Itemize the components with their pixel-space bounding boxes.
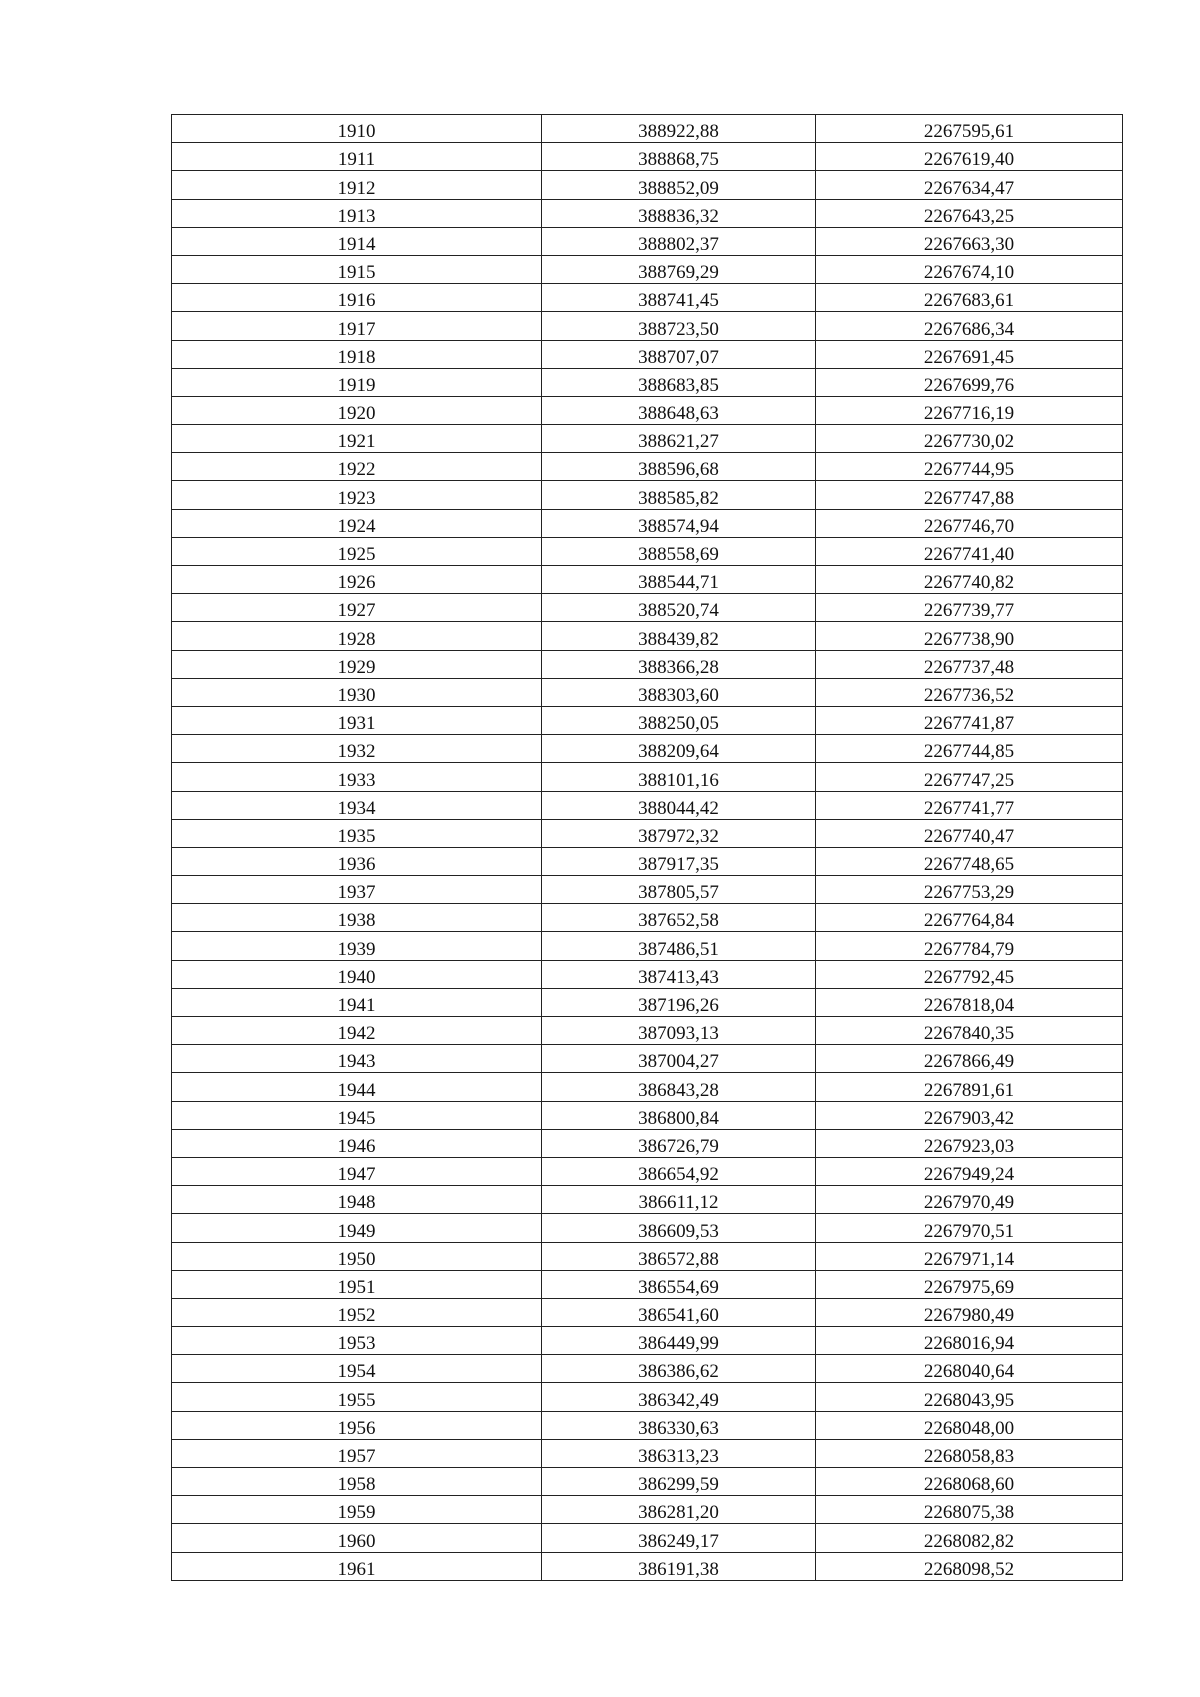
y-coordinate-cell: 2268098,52: [816, 1552, 1123, 1580]
y-coordinate-cell: 2267970,51: [816, 1214, 1123, 1242]
x-coordinate-cell: 388723,50: [542, 312, 816, 340]
point-number-cell: 1953: [172, 1327, 542, 1355]
x-coordinate-cell: 387196,26: [542, 988, 816, 1016]
point-number-cell: 1941: [172, 988, 542, 1016]
x-coordinate-cell: 388439,82: [542, 622, 816, 650]
y-coordinate-cell: 2268068,60: [816, 1468, 1123, 1496]
y-coordinate-cell: 2268075,38: [816, 1496, 1123, 1524]
table-row: [172, 1045, 1123, 1073]
point-number-cell: 1915: [172, 255, 542, 283]
point-number-cell: 1929: [172, 650, 542, 678]
y-coordinate-cell: 2267663,30: [816, 227, 1123, 255]
point-number-cell: 1940: [172, 960, 542, 988]
table-row: [172, 396, 1123, 424]
x-coordinate-cell: 386554,69: [542, 1270, 816, 1298]
point-number-cell: 1943: [172, 1045, 542, 1073]
point-number-cell: 1937: [172, 876, 542, 904]
x-coordinate-cell: 386800,84: [542, 1101, 816, 1129]
y-coordinate-cell: 2267619,40: [816, 143, 1123, 171]
point-number-cell: 1942: [172, 1017, 542, 1045]
y-coordinate-cell: 2267744,95: [816, 453, 1123, 481]
x-coordinate-cell: 388250,05: [542, 706, 816, 734]
y-coordinate-cell: 2268048,00: [816, 1411, 1123, 1439]
x-coordinate-cell: 386843,28: [542, 1073, 816, 1101]
point-number-cell: 1934: [172, 791, 542, 819]
table-row: [172, 284, 1123, 312]
table-row: [172, 453, 1123, 481]
y-coordinate-cell: 2267691,45: [816, 340, 1123, 368]
point-number-cell: 1945: [172, 1101, 542, 1129]
y-coordinate-cell: 2267744,85: [816, 735, 1123, 763]
point-number-cell: 1923: [172, 481, 542, 509]
point-number-cell: 1916: [172, 284, 542, 312]
y-coordinate-cell: 2267716,19: [816, 396, 1123, 424]
table-row: [172, 706, 1123, 734]
table-row: [172, 1101, 1123, 1129]
x-coordinate-cell: 386609,53: [542, 1214, 816, 1242]
y-coordinate-cell: 2267764,84: [816, 904, 1123, 932]
y-coordinate-cell: 2267634,47: [816, 171, 1123, 199]
table-row: [172, 340, 1123, 368]
y-coordinate-cell: 2267643,25: [816, 199, 1123, 227]
y-coordinate-cell: 2267891,61: [816, 1073, 1123, 1101]
point-number-cell: 1921: [172, 425, 542, 453]
y-coordinate-cell: 2267686,34: [816, 312, 1123, 340]
y-coordinate-cell: 2267980,49: [816, 1298, 1123, 1326]
y-coordinate-cell: 2268082,82: [816, 1524, 1123, 1552]
x-coordinate-cell: 388868,75: [542, 143, 816, 171]
table-row: [172, 1496, 1123, 1524]
x-coordinate-cell: 388741,45: [542, 284, 816, 312]
table-row: [172, 312, 1123, 340]
point-number-cell: 1933: [172, 763, 542, 791]
table-row: [172, 819, 1123, 847]
x-coordinate-cell: 388303,60: [542, 678, 816, 706]
y-coordinate-cell: 2267736,52: [816, 678, 1123, 706]
point-number-cell: 1944: [172, 1073, 542, 1101]
table-row: [172, 1157, 1123, 1185]
point-number-cell: 1958: [172, 1468, 542, 1496]
x-coordinate-cell: 387805,57: [542, 876, 816, 904]
table-row: [172, 1552, 1123, 1580]
x-coordinate-cell: 386572,88: [542, 1242, 816, 1270]
point-number-cell: 1946: [172, 1129, 542, 1157]
table-row: [172, 509, 1123, 537]
y-coordinate-cell: 2267903,42: [816, 1101, 1123, 1129]
y-coordinate-cell: 2268016,94: [816, 1327, 1123, 1355]
point-number-cell: 1961: [172, 1552, 542, 1580]
table-row: [172, 199, 1123, 227]
y-coordinate-cell: 2267748,65: [816, 847, 1123, 875]
y-coordinate-cell: 2267699,76: [816, 368, 1123, 396]
point-number-cell: 1912: [172, 171, 542, 199]
y-coordinate-cell: 2267730,02: [816, 425, 1123, 453]
table-row: [172, 1468, 1123, 1496]
x-coordinate-cell: 388922,88: [542, 115, 816, 143]
point-number-cell: 1949: [172, 1214, 542, 1242]
table-row: [172, 1242, 1123, 1270]
point-number-cell: 1924: [172, 509, 542, 537]
point-number-cell: 1952: [172, 1298, 542, 1326]
point-number-cell: 1954: [172, 1355, 542, 1383]
x-coordinate-cell: 388209,64: [542, 735, 816, 763]
x-coordinate-cell: 387093,13: [542, 1017, 816, 1045]
point-number-cell: 1947: [172, 1157, 542, 1185]
point-number-cell: 1925: [172, 537, 542, 565]
table-row: [172, 622, 1123, 650]
table-row: [172, 1524, 1123, 1552]
table-row: [172, 1439, 1123, 1467]
x-coordinate-cell: 387652,58: [542, 904, 816, 932]
y-coordinate-cell: 2267866,49: [816, 1045, 1123, 1073]
y-coordinate-cell: 2267741,40: [816, 537, 1123, 565]
table-row: [172, 1186, 1123, 1214]
y-coordinate-cell: 2267747,88: [816, 481, 1123, 509]
x-coordinate-cell: 386726,79: [542, 1129, 816, 1157]
table-row: [172, 1017, 1123, 1045]
x-coordinate-cell: 388769,29: [542, 255, 816, 283]
point-number-cell: 1938: [172, 904, 542, 932]
x-coordinate-cell: 387972,32: [542, 819, 816, 847]
table-row: [172, 368, 1123, 396]
x-coordinate-cell: 388101,16: [542, 763, 816, 791]
table-row: [172, 1355, 1123, 1383]
table-row: [172, 115, 1123, 143]
x-coordinate-cell: 388707,07: [542, 340, 816, 368]
y-coordinate-cell: 2267741,77: [816, 791, 1123, 819]
y-coordinate-cell: 2267792,45: [816, 960, 1123, 988]
point-number-cell: 1956: [172, 1411, 542, 1439]
point-number-cell: 1959: [172, 1496, 542, 1524]
point-number-cell: 1957: [172, 1439, 542, 1467]
y-coordinate-cell: 2267784,79: [816, 932, 1123, 960]
table-row: [172, 1411, 1123, 1439]
y-coordinate-cell: 2267975,69: [816, 1270, 1123, 1298]
point-number-cell: 1948: [172, 1186, 542, 1214]
table-row: [172, 763, 1123, 791]
x-coordinate-cell: 386299,59: [542, 1468, 816, 1496]
point-number-cell: 1930: [172, 678, 542, 706]
point-number-cell: 1926: [172, 566, 542, 594]
x-coordinate-cell: 387917,35: [542, 847, 816, 875]
table-row: [172, 791, 1123, 819]
x-coordinate-cell: 386191,38: [542, 1552, 816, 1580]
table-row: [172, 988, 1123, 1016]
y-coordinate-cell: 2267595,61: [816, 115, 1123, 143]
point-number-cell: 1960: [172, 1524, 542, 1552]
y-coordinate-cell: 2268040,64: [816, 1355, 1123, 1383]
point-number-cell: 1913: [172, 199, 542, 227]
table-row: [172, 425, 1123, 453]
table-row: [172, 904, 1123, 932]
x-coordinate-cell: 388621,27: [542, 425, 816, 453]
point-number-cell: 1936: [172, 847, 542, 875]
table-row: [172, 594, 1123, 622]
point-number-cell: 1911: [172, 143, 542, 171]
x-coordinate-cell: 386281,20: [542, 1496, 816, 1524]
table-row: [172, 960, 1123, 988]
y-coordinate-cell: 2267739,77: [816, 594, 1123, 622]
table-row: [172, 1383, 1123, 1411]
point-number-cell: 1922: [172, 453, 542, 481]
x-coordinate-cell: 388802,37: [542, 227, 816, 255]
x-coordinate-cell: 388596,68: [542, 453, 816, 481]
table-row: [172, 678, 1123, 706]
y-coordinate-cell: 2267674,10: [816, 255, 1123, 283]
table-row: [172, 255, 1123, 283]
y-coordinate-cell: 2267747,25: [816, 763, 1123, 791]
point-number-cell: 1910: [172, 115, 542, 143]
y-coordinate-cell: 2267753,29: [816, 876, 1123, 904]
y-coordinate-cell: 2268058,83: [816, 1439, 1123, 1467]
coordinates-table-body: [172, 115, 1123, 1581]
point-number-cell: 1927: [172, 594, 542, 622]
y-coordinate-cell: 2267683,61: [816, 284, 1123, 312]
x-coordinate-cell: 386541,60: [542, 1298, 816, 1326]
table-row: [172, 847, 1123, 875]
table-row: [172, 1214, 1123, 1242]
x-coordinate-cell: 386249,17: [542, 1524, 816, 1552]
x-coordinate-cell: 386449,99: [542, 1327, 816, 1355]
point-number-cell: 1939: [172, 932, 542, 960]
table-row: [172, 1298, 1123, 1326]
coordinates-table: [171, 114, 1123, 1581]
table-row: [172, 143, 1123, 171]
y-coordinate-cell: 2267970,49: [816, 1186, 1123, 1214]
y-coordinate-cell: 2267923,03: [816, 1129, 1123, 1157]
x-coordinate-cell: 388836,32: [542, 199, 816, 227]
table-row: [172, 1270, 1123, 1298]
table-row: [172, 1129, 1123, 1157]
point-number-cell: 1919: [172, 368, 542, 396]
y-coordinate-cell: 2267949,24: [816, 1157, 1123, 1185]
y-coordinate-cell: 2267740,47: [816, 819, 1123, 847]
y-coordinate-cell: 2267971,14: [816, 1242, 1123, 1270]
table-row: [172, 227, 1123, 255]
table-row: [172, 932, 1123, 960]
point-number-cell: 1928: [172, 622, 542, 650]
table-row: [172, 1073, 1123, 1101]
x-coordinate-cell: 387004,27: [542, 1045, 816, 1073]
y-coordinate-cell: 2267840,35: [816, 1017, 1123, 1045]
y-coordinate-cell: 2268043,95: [816, 1383, 1123, 1411]
point-number-cell: 1950: [172, 1242, 542, 1270]
x-coordinate-cell: 387413,43: [542, 960, 816, 988]
x-coordinate-cell: 388044,42: [542, 791, 816, 819]
table-row: [172, 1327, 1123, 1355]
x-coordinate-cell: 388852,09: [542, 171, 816, 199]
table-row: [172, 735, 1123, 763]
x-coordinate-cell: 386342,49: [542, 1383, 816, 1411]
x-coordinate-cell: 386654,92: [542, 1157, 816, 1185]
point-number-cell: 1935: [172, 819, 542, 847]
x-coordinate-cell: 388585,82: [542, 481, 816, 509]
x-coordinate-cell: 386313,23: [542, 1439, 816, 1467]
table-row: [172, 566, 1123, 594]
point-number-cell: 1931: [172, 706, 542, 734]
x-coordinate-cell: 388544,71: [542, 566, 816, 594]
y-coordinate-cell: 2267746,70: [816, 509, 1123, 537]
x-coordinate-cell: 386330,63: [542, 1411, 816, 1439]
x-coordinate-cell: 386611,12: [542, 1186, 816, 1214]
point-number-cell: 1918: [172, 340, 542, 368]
point-number-cell: 1951: [172, 1270, 542, 1298]
y-coordinate-cell: 2267737,48: [816, 650, 1123, 678]
point-number-cell: 1955: [172, 1383, 542, 1411]
x-coordinate-cell: 388520,74: [542, 594, 816, 622]
x-coordinate-cell: 388574,94: [542, 509, 816, 537]
point-number-cell: 1932: [172, 735, 542, 763]
y-coordinate-cell: 2267738,90: [816, 622, 1123, 650]
point-number-cell: 1917: [172, 312, 542, 340]
x-coordinate-cell: 388366,28: [542, 650, 816, 678]
x-coordinate-cell: 386386,62: [542, 1355, 816, 1383]
x-coordinate-cell: 388683,85: [542, 368, 816, 396]
x-coordinate-cell: 387486,51: [542, 932, 816, 960]
table-row: [172, 481, 1123, 509]
table-row: [172, 171, 1123, 199]
y-coordinate-cell: 2267741,87: [816, 706, 1123, 734]
y-coordinate-cell: 2267740,82: [816, 566, 1123, 594]
table-row: [172, 650, 1123, 678]
table-row: [172, 537, 1123, 565]
table-row: [172, 876, 1123, 904]
x-coordinate-cell: 388558,69: [542, 537, 816, 565]
point-number-cell: 1920: [172, 396, 542, 424]
x-coordinate-cell: 388648,63: [542, 396, 816, 424]
y-coordinate-cell: 2267818,04: [816, 988, 1123, 1016]
point-number-cell: 1914: [172, 227, 542, 255]
